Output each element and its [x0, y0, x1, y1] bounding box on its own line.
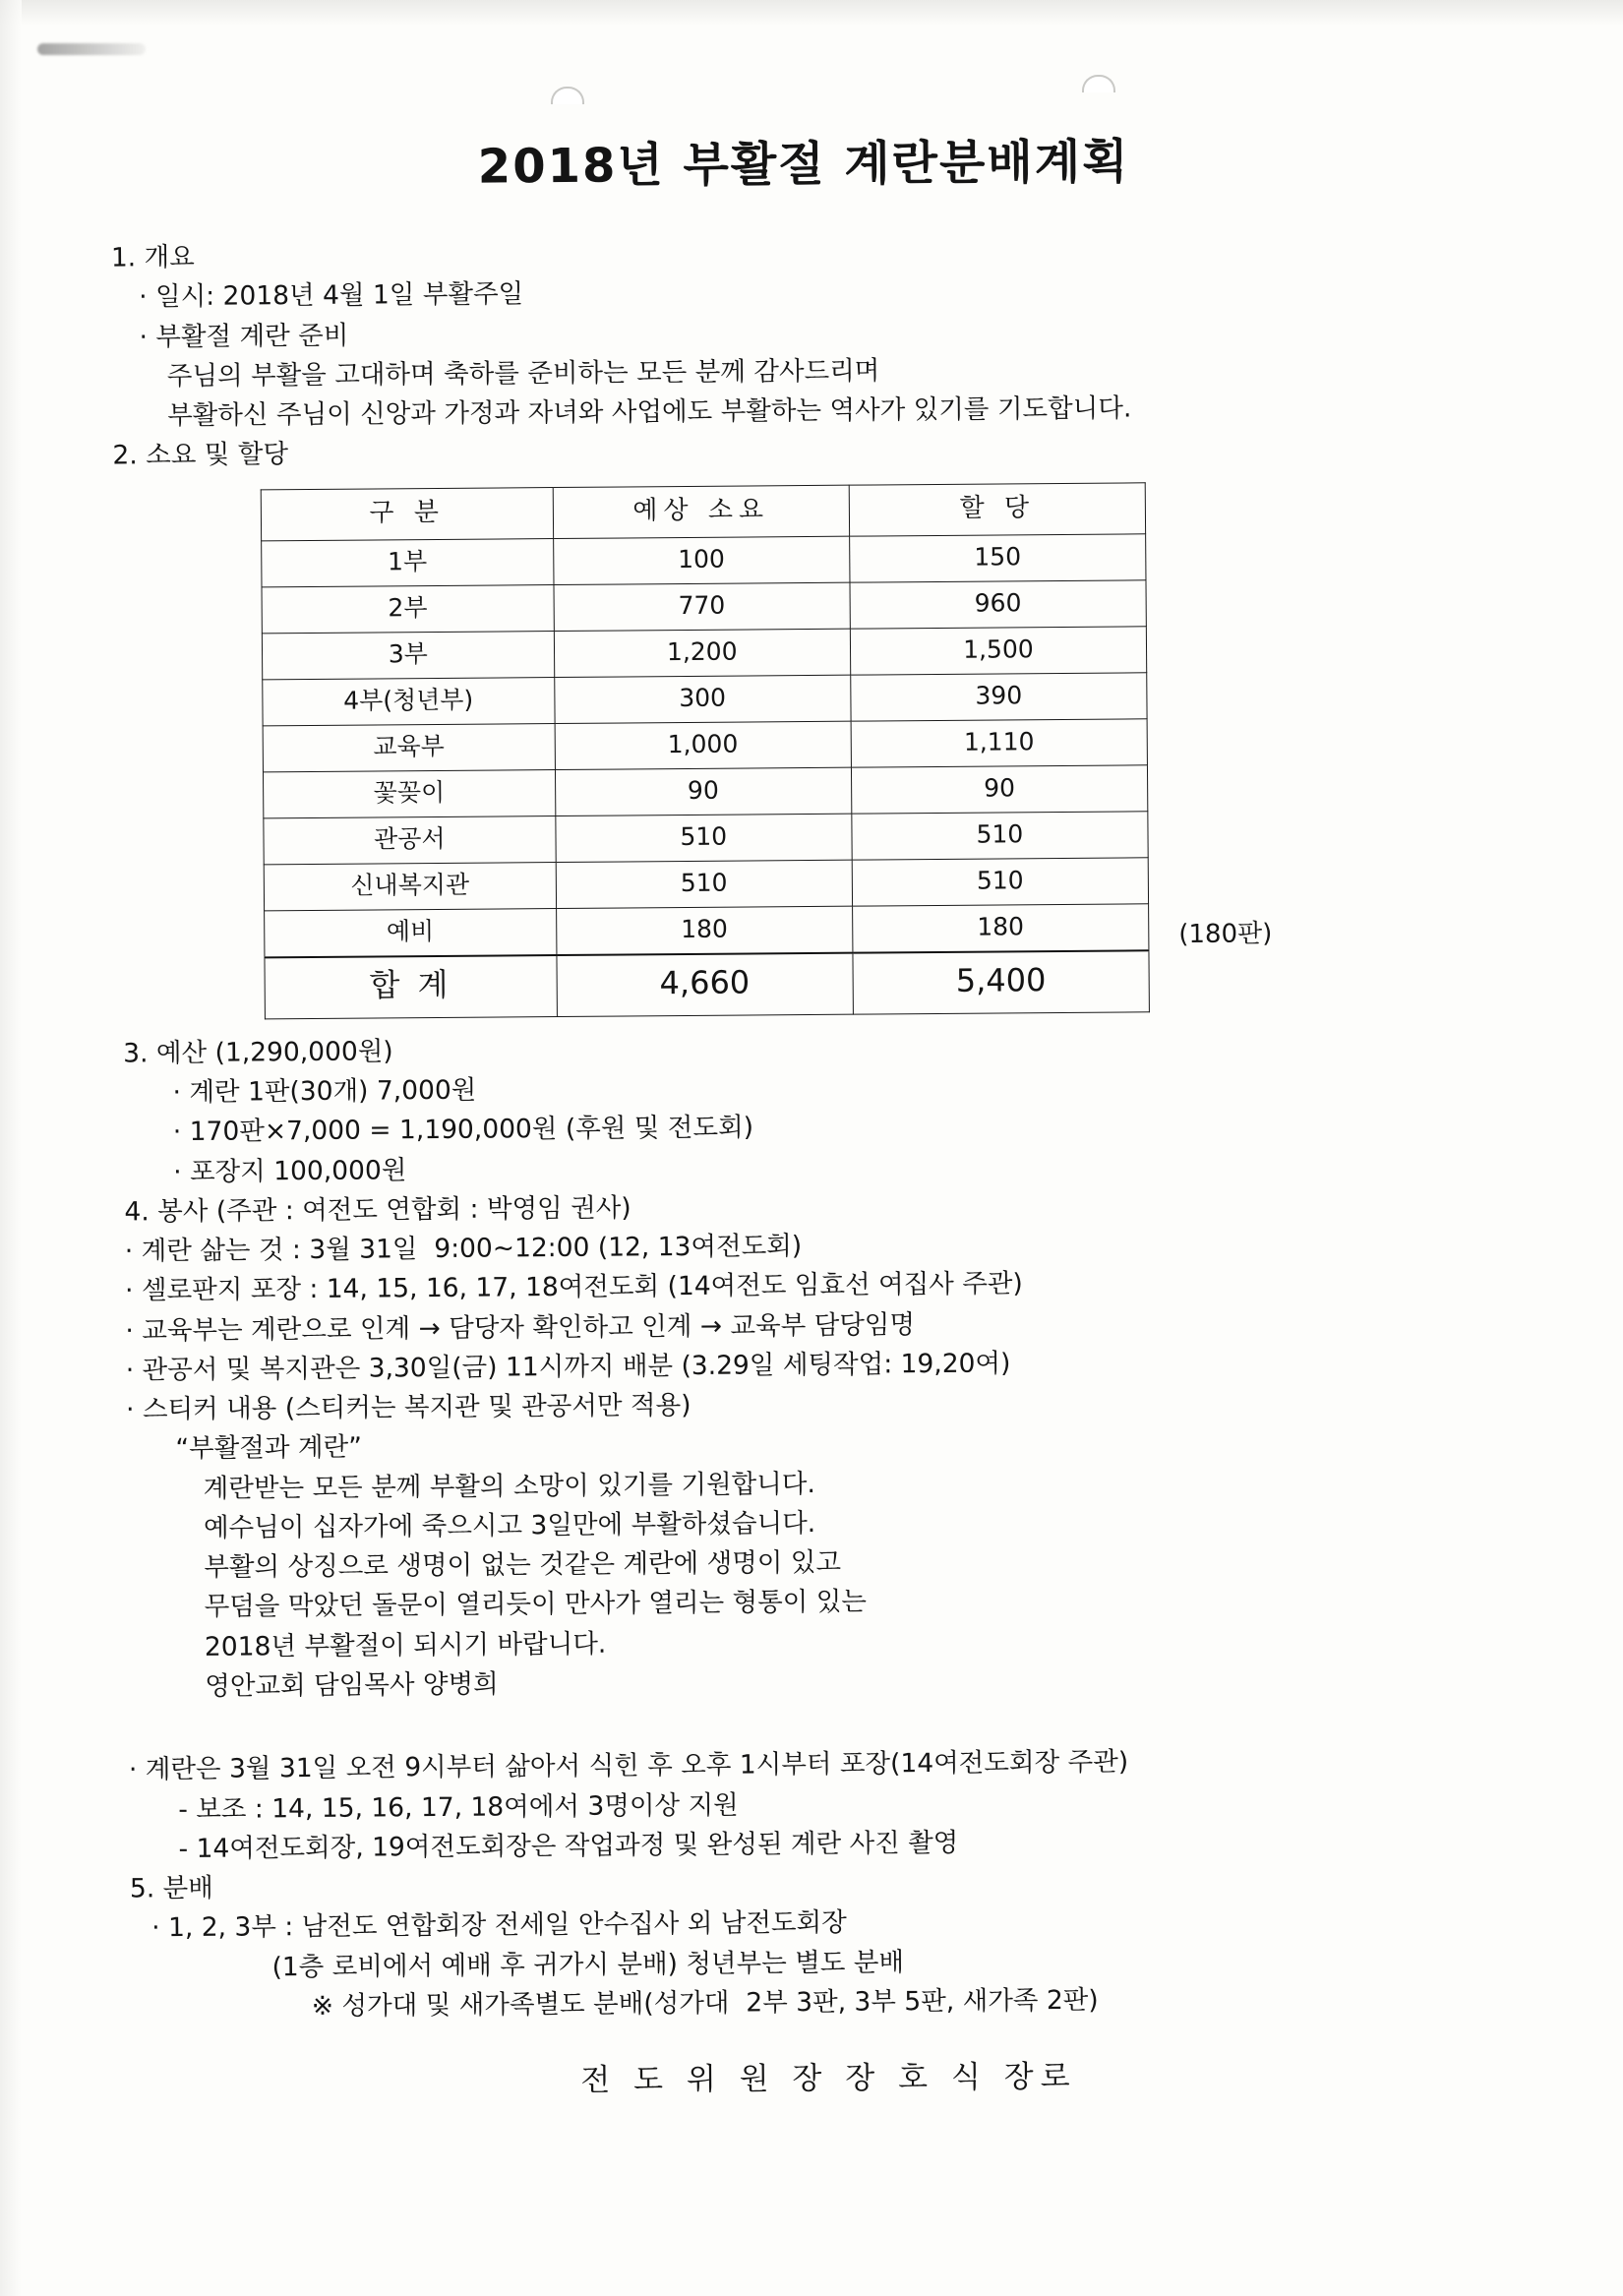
table-row — [262, 534, 1146, 587]
section-4-line-7: - 보조 : 14, 15, 16, 17, 18여에서 3명이상 지원 — [178, 1789, 739, 1825]
table-cell-expected: 510 — [555, 814, 852, 862]
page-title: 2018년 부활절 계란분배계획 — [477, 134, 1130, 195]
document-body — [0, 227, 1623, 2109]
table-row — [262, 627, 1146, 680]
table-cell-division: 교육부 — [263, 724, 555, 772]
section-4-line-5: · 스티커 내용 (스티커는 복지관 및 관공서만 적용) — [125, 1390, 691, 1425]
table-cell-expected: 180 — [556, 906, 853, 955]
section-1-line-1: · 일시: 2018년 4월 1일 부활주일 — [139, 278, 524, 313]
allocation-table — [261, 482, 1150, 1019]
table-cell-division: 신내복지관 — [264, 863, 556, 911]
table-cell-allocation: 1,500 — [850, 627, 1147, 675]
table-row — [263, 765, 1147, 818]
table-cell-expected: 90 — [555, 767, 852, 816]
table-cell-expected: 100 — [553, 536, 850, 584]
table-cell-allocation: 150 — [849, 534, 1146, 582]
section-4-line-3: · 교육부는 계란으로 인계 → 담당자 확인하고 인계 → 교육부 담당임명 — [125, 1308, 916, 1347]
table-cell-division: 2부 — [262, 585, 554, 634]
section-4-heading: 4. 봉사 (주관 : 여전도 연합회 : 박영임 권사) — [124, 1192, 631, 1228]
document-signature: 전 도 위 원 장 장 호 식 장로 — [580, 2059, 1077, 2098]
table-row — [263, 673, 1147, 726]
sticker-quote-line-4: 무덤을 막았던 돌문이 열리듯이 만사가 열리는 형통이 있는 — [204, 1587, 868, 1623]
table-cell-division: 예비 — [265, 909, 557, 958]
section-5-line-1: · 1, 2, 3부 : 남전도 연합회장 전세일 안수집사 외 남전도회장 — [151, 1907, 847, 1944]
table-row — [262, 580, 1146, 634]
table-side-note: (180판) — [1178, 919, 1273, 950]
section-1-heading: 1. 개요 — [110, 241, 195, 273]
section-3-line-1: · 계란 1판(30개) 7,000원 — [172, 1074, 477, 1109]
table-cell-allocation: 510 — [852, 858, 1149, 906]
sticker-quote-title: “부활절과 계란” — [175, 1431, 362, 1465]
table-cell-division: 꽃꽂이 — [263, 770, 555, 818]
table-cell-expected: 1,200 — [554, 629, 851, 677]
table-row — [263, 719, 1147, 772]
table-cell-division: 1부 — [262, 539, 554, 587]
section-4-line-2: · 셀로판지 포장 : 14, 15, 16, 17, 18여전도회 (14여전도 임효선 여집사 주관) — [124, 1268, 1023, 1306]
table-col-header-allocation: 할 당 — [849, 482, 1146, 536]
table-col-header-division: 구 분 — [261, 487, 553, 541]
section-1-line-2: · 부활절 계란 준비 — [139, 320, 349, 352]
sticker-quote-signature: 영안교회 담임목사 양병희 — [205, 1668, 499, 1702]
sticker-quote-line-2: 예수님이 십자가에 죽으시고 3일만에 부활하셨습니다. — [203, 1507, 816, 1543]
table-cell-allocation: 180 — [852, 904, 1149, 953]
section-4-line-1: · 계란 삶는 것 : 3월 31일 9:00~12:00 (12, 13여전도회) — [124, 1231, 803, 1267]
table-cell-allocation: 390 — [851, 673, 1148, 721]
section-3-line-2: · 170판×7,000 = 1,190,000원 (후원 및 전도회) — [172, 1112, 754, 1148]
table-cell-total-label: 합 계 — [265, 955, 557, 1018]
section-5-line-3: ※ 성가대 및 새가족별도 분배(성가대 2부 3판, 3부 5판, 새가족 2판) — [311, 1984, 1099, 2022]
table-cell-total-allocation: 5,400 — [853, 950, 1150, 1013]
section-4-line-8: - 14여전도회장, 19여전도회장은 작업과정 및 완성된 계란 사진 촬영 — [178, 1827, 959, 1864]
table-cell-allocation: 1,110 — [851, 719, 1148, 767]
table-cell-allocation: 90 — [851, 765, 1148, 814]
section-5-line-2: (1층 로비에서 예배 후 귀가시 분배) 청년부는 별도 분배 — [271, 1946, 905, 1982]
table-cell-division: 관공서 — [264, 816, 556, 865]
section-2-heading: 2. 소요 및 할당 — [112, 439, 289, 471]
sticker-quote-line-3: 부활의 상징으로 생명이 없는 것같은 계란에 생명이 있고 — [204, 1546, 842, 1584]
section-3-line-3: · 포장지 100,000원 — [173, 1154, 407, 1187]
section-4-line-4: · 관공서 및 복지관은 3,30일(금) 11시까지 배분 (3.29일 세팅작업: 19,20여) — [125, 1348, 1011, 1386]
table-row — [265, 904, 1149, 958]
table-cell-allocation: 960 — [850, 580, 1147, 629]
section-3-heading: 3. 예산 (1,290,000원) — [123, 1036, 393, 1069]
table-cell-expected: 300 — [554, 675, 851, 723]
table-cell-expected: 770 — [554, 582, 851, 631]
table-total-row — [265, 950, 1149, 1018]
table-row — [264, 858, 1148, 911]
table-cell-division: 4부(청년부) — [263, 678, 555, 726]
sticker-quote-line-5: 2018년 부활절이 되시기 바랍니다. — [204, 1628, 607, 1662]
section-1-line-4: 부활하신 주님이 신앙과 가정과 자녀와 사업에도 부활하는 역사가 있기를 기도합니다. — [167, 393, 1132, 432]
table-cell-division: 3부 — [262, 632, 554, 680]
table-cell-expected: 1,000 — [555, 721, 852, 769]
section-4-line-6: · 계란은 3월 31일 오전 9시부터 삶아서 식힌 후 오후 1시부터 포장(14여전도회장 주관) — [128, 1746, 1129, 1785]
table-row — [264, 812, 1148, 865]
section-5-heading: 5. 분배 — [129, 1872, 213, 1904]
table-cell-expected: 510 — [556, 860, 853, 908]
allocation-table-wrap — [261, 482, 1273, 1019]
table-cell-total-expected: 4,660 — [557, 953, 854, 1016]
table-col-header-expected: 예상 소요 — [553, 485, 850, 539]
table-cell-allocation: 510 — [852, 812, 1149, 860]
table-header-row — [261, 482, 1145, 541]
section-1-line-3: 주님의 부활을 고대하며 축하를 준비하는 모든 분께 감사드리며 — [166, 355, 880, 392]
sticker-quote-line-1: 계란받는 모든 분께 부활의 소망이 있기를 기원합니다. — [203, 1468, 815, 1504]
